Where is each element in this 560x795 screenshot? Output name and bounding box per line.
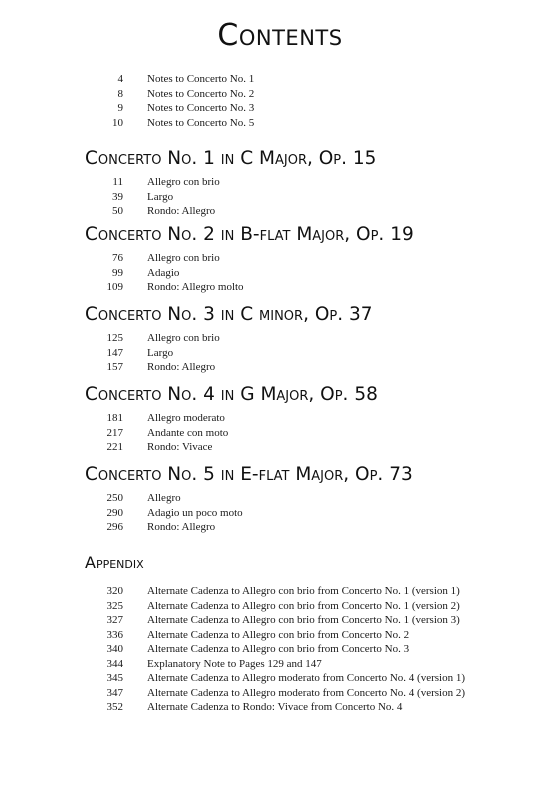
page-number: 10	[112, 116, 123, 129]
page-number: 344	[106, 657, 123, 670]
page-number: 11	[112, 176, 123, 188]
toc-entry[interactable]	[85, 599, 545, 614]
toc-entry[interactable]	[85, 72, 545, 87]
entry-title: Alternate Cadenza to Allegro con brio from Concerto No. 2	[147, 628, 410, 641]
toc-entry[interactable]	[85, 175, 545, 190]
toc-entry[interactable]	[85, 520, 545, 535]
page-number: 50	[112, 205, 123, 217]
page-number: 327	[106, 614, 123, 626]
toc-entry[interactable]	[85, 628, 545, 643]
entry-title: Rondo: Allegro molto	[147, 281, 244, 293]
entry-title: Adagio un poco moto	[147, 506, 243, 519]
appendix-heading: Appendix	[85, 553, 144, 572]
entry-title: Alternate Cadenza to Allegro con brio from Concerto No. 1 (version 3)	[147, 614, 460, 626]
toc-entry[interactable]	[85, 346, 545, 361]
page-number: 109	[106, 281, 123, 293]
entry-title: Largo	[147, 190, 174, 203]
toc-entry[interactable]	[85, 613, 545, 628]
concerto-1-heading: Concerto No. 1 in C Major, Op. 15	[85, 148, 377, 169]
toc-entry[interactable]	[85, 280, 545, 295]
entry-title: Notes to Concerto No. 2	[147, 87, 255, 100]
entry-title: Notes to Concerto No. 3	[147, 102, 255, 114]
concerto-5-heading: Concerto No. 5 in E-flat Major, Op. 73	[85, 464, 413, 485]
entry-title: Alternate Cadenza to Allegro con brio from Concerto No. 1 (version 1)	[147, 585, 460, 597]
concerto-1-section	[85, 148, 545, 219]
entry-title: Alternate Cadenza to Allegro moderato from Concerto No. 4 (version 2)	[147, 686, 465, 699]
entry-title: Allegro con brio	[147, 252, 220, 264]
entry-title: Allegro	[147, 492, 181, 504]
concerto-4-heading: Concerto No. 4 in G Major, Op. 58	[85, 384, 378, 405]
page-number: 320	[106, 585, 123, 597]
entry-title: Adagio	[147, 266, 180, 279]
page-number: 345	[106, 672, 123, 684]
page-number: 39	[112, 190, 123, 203]
page-number: 99	[112, 266, 123, 279]
page-title: Contents	[217, 18, 343, 53]
toc-entry[interactable]	[85, 411, 545, 426]
entry-title: Rondo: Vivace	[147, 441, 213, 453]
page-number: 4	[117, 73, 123, 85]
toc-entry[interactable]	[85, 266, 545, 281]
page-number: 290	[106, 506, 123, 519]
page-number: 9	[117, 102, 123, 114]
page-number: 217	[106, 426, 123, 439]
toc-entry[interactable]	[85, 190, 545, 205]
entry-title: Explanatory Note to Pages 129 and 147	[147, 657, 322, 670]
entry-title: Alternate Cadenza to Allegro con brio from Concerto No. 3	[147, 643, 410, 655]
concerto-2-section	[85, 224, 545, 295]
page-number: 296	[106, 521, 123, 533]
toc-entry[interactable]	[85, 686, 545, 701]
toc-entry[interactable]	[85, 204, 545, 219]
entry-title: Alternate Cadenza to Allegro con brio from Concerto No. 1 (version 2)	[147, 599, 460, 612]
entry-title: Allegro con brio	[147, 332, 220, 344]
concerto-2-heading: Concerto No. 2 in B-flat Major, Op. 19	[85, 224, 414, 245]
entry-title: Andante con moto	[147, 426, 229, 439]
toc-entry[interactable]	[85, 87, 545, 102]
toc-entry[interactable]	[85, 101, 545, 116]
concerto-4-section	[85, 384, 545, 455]
page-number: 340	[106, 643, 123, 655]
page-number: 157	[106, 361, 123, 373]
toc-entry[interactable]	[85, 360, 545, 375]
toc-entry[interactable]	[85, 426, 545, 441]
toc-entry[interactable]	[85, 331, 545, 346]
entry-title: Allegro moderato	[147, 412, 225, 424]
page-number: 8	[117, 87, 123, 100]
page-number: 325	[106, 599, 123, 612]
page-number: 125	[106, 332, 123, 344]
page-number: 181	[106, 412, 123, 424]
entry-title: Rondo: Allegro	[147, 205, 216, 217]
toc-entry[interactable]	[85, 251, 545, 266]
concerto-3-section	[85, 304, 545, 375]
toc-entry[interactable]	[85, 506, 545, 521]
page-number: 336	[106, 628, 123, 641]
entry-title: Rondo: Allegro	[147, 521, 216, 533]
notes-list	[85, 72, 545, 130]
toc-entry[interactable]	[85, 440, 545, 455]
page-number: 76	[112, 252, 123, 264]
page-number: 221	[106, 441, 123, 453]
appendix-section	[85, 552, 545, 715]
concerto-3-heading: Concerto No. 3 in C minor, Op. 37	[85, 304, 373, 325]
entry-title: Alternate Cadenza to Allegro moderato from Concerto No. 4 (version 1)	[147, 672, 465, 684]
toc-entry[interactable]	[85, 584, 545, 599]
page-number: 147	[106, 346, 123, 359]
page-number: 352	[106, 701, 123, 713]
toc-entry[interactable]	[85, 657, 545, 672]
entry-title: Allegro con brio	[147, 176, 220, 188]
toc-entry[interactable]	[85, 642, 545, 657]
entry-title: Alternate Cadenza to Rondo: Vivace from Concerto No. 4	[147, 701, 403, 713]
toc-entry[interactable]	[85, 116, 545, 131]
toc-entry[interactable]	[85, 700, 545, 715]
toc-entry[interactable]	[85, 491, 545, 506]
page-number: 347	[106, 686, 123, 699]
entry-title: Notes to Concerto No. 1	[147, 73, 255, 85]
entry-title: Largo	[147, 346, 174, 359]
toc-entry[interactable]	[85, 671, 545, 686]
entry-title: Notes to Concerto No. 5	[147, 116, 255, 129]
entry-title: Rondo: Allegro	[147, 361, 216, 373]
page-number: 250	[106, 492, 123, 504]
concerto-5-section	[85, 464, 545, 535]
